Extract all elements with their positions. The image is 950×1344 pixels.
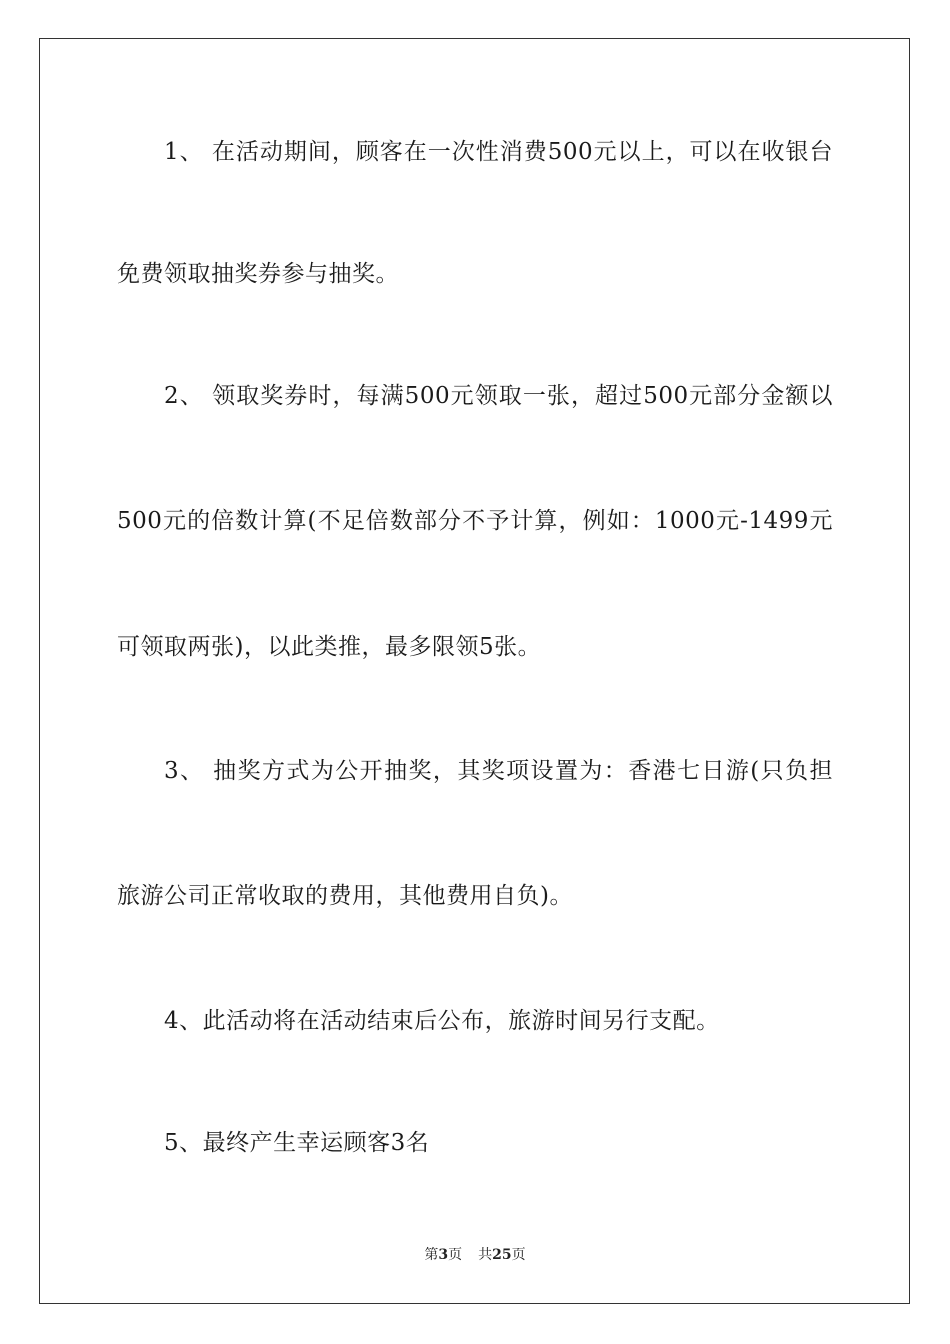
- footer-total-suffix: 页: [511, 1247, 526, 1263]
- paragraph-1-line-2: 免费领取抽奖券参与抽奖。: [117, 261, 399, 287]
- footer-page-suffix: 页: [448, 1247, 463, 1263]
- paragraph-2-line-1: 2、 领取奖券时，每满500元领取一张，超过500元部分金额以: [164, 383, 833, 409]
- paragraph-3-line-2: 旅游公司正常收取的费用，其他费用自负)。: [117, 883, 573, 909]
- footer-total-pages: 25: [492, 1247, 512, 1263]
- page-footer: [0, 1245, 950, 1265]
- footer-page-number: 3: [438, 1247, 449, 1263]
- paragraph-2-line-3: 可领取两张)，以此类推，最多限领5张。: [117, 634, 542, 660]
- paragraph-2-line-2: 500元的倍数计算(不足倍数部分不予计算，例如：1000元-1499元: [117, 508, 833, 534]
- page-border: [39, 38, 910, 1304]
- footer-page-prefix: 第: [424, 1247, 439, 1263]
- paragraph-5: 5、最终产生幸运顾客3名: [164, 1130, 430, 1156]
- paragraph-1-line-1: 1、 在活动期间，顾客在一次性消费500元以上，可以在收银台: [164, 139, 833, 165]
- paragraph-3-line-1: 3、 抽奖方式为公开抽奖，其奖项设置为：香港七日游(只负担: [164, 758, 833, 784]
- footer-total-prefix: 共: [478, 1247, 493, 1263]
- paragraph-4: 4、此活动将在活动结束后公布，旅游时间另行支配。: [164, 1008, 720, 1034]
